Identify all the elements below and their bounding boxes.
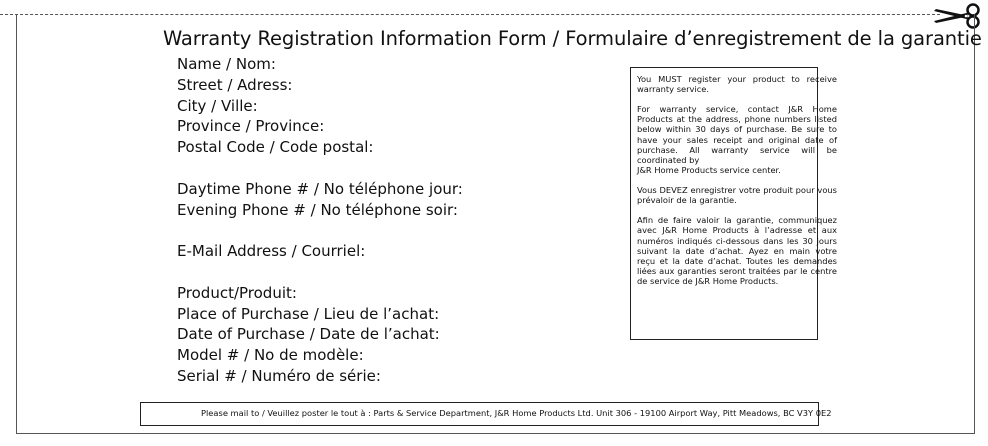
field-city: City / Ville: [177, 96, 258, 115]
info-paragraph-register: You MUST register your product to receive warranty service. [637, 74, 837, 95]
info-paragraph-service-fr: Afin de faire valoir la garantie, communiquez avec J&R Home Products à l’adresse et aux numéros indiqués ci-dessous dans les 30 jours suivant la date d’achat. Ayez en main votre reçu et la date d’achat. Toutes les demandes liées aux garanties seront traitées par le centre de service de J&R Home Products. [637, 215, 837, 286]
spacer [177, 220, 463, 241]
field-street: Street / Adress: [177, 75, 293, 94]
field-list [177, 54, 463, 387]
info-text [637, 74, 837, 296]
field-model: Model # / No de modèle: [177, 346, 364, 365]
info-service-text: For warranty service, contact J&R Home Products at the address, phone numbers listed below within 30 days of purchase. Be sure to have your sales receipt and original date of purchase. All warranty service will be coordinated by [637, 104, 837, 165]
field-serial: Serial # / Numéro de série: [177, 366, 381, 385]
info-paragraph-register-fr: Vous DEVEZ enregistrer votre produit pour vous prévaloir de la garantie. [637, 185, 837, 206]
field-place-of-purchase: Place of Purchase / Lieu de l’achat: [177, 304, 440, 323]
field-province: Province / Province: [177, 117, 325, 136]
field-postal-code: Postal Code / Code postal: [177, 138, 374, 157]
form-title: Warranty Registration Information Form / Formulaire d’enregistrement de la garantie [163, 27, 982, 50]
field-evening-phone: Evening Phone # / No téléphone soir: [177, 200, 458, 219]
spacer [177, 158, 463, 179]
field-daytime-phone: Daytime Phone # / No téléphone jour: [177, 179, 463, 198]
field-name: Name / Nom: [177, 55, 276, 73]
field-product: Product/Produit: [177, 283, 297, 302]
info-paragraph-service [637, 104, 837, 175]
info-service-center: J&R Home Products service center. [637, 164, 781, 175]
spacer [177, 262, 463, 283]
field-date-of-purchase: Date of Purchase / Date de l’achat: [177, 325, 440, 344]
field-email: E-Mail Address / Courriel: [177, 242, 366, 261]
mail-address: Please mail to / Veuillez poster le tout à : Parts & Service Department, J&R Home Products Ltd. Unit 306 - 19100 Airport Way, Pitt Meadows, BC V3Y 0E2 [201, 408, 832, 418]
